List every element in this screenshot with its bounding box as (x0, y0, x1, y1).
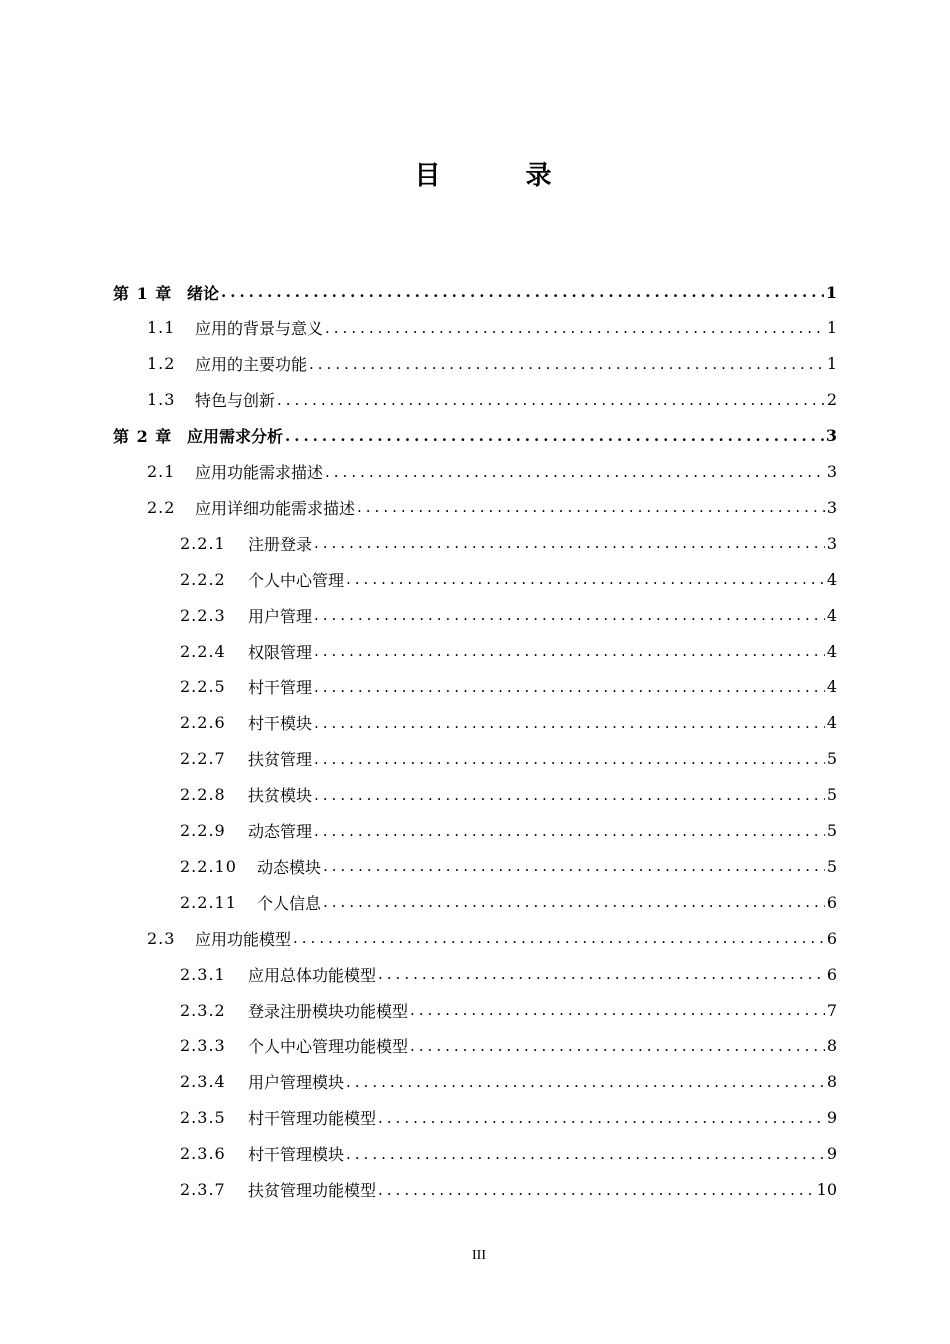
toc-entry[interactable] (147, 346, 837, 382)
toc-dot-leader (314, 822, 825, 840)
toc-entry-title: 扶贫模块 (248, 786, 313, 806)
toc-entry[interactable] (180, 705, 837, 741)
toc-entry-number: 2.2.3 (180, 605, 226, 625)
toc-entry-number: 1.1 (147, 318, 176, 338)
toc-entry[interactable] (147, 454, 837, 490)
toc-entry-page: 7 (826, 1000, 837, 1020)
toc-entry-title: 个人信息 (257, 893, 322, 913)
page-title: 目 录 (414, 161, 590, 191)
toc-entry-number: 2.2.10 (180, 856, 237, 876)
toc-entry-page: 5 (826, 785, 837, 805)
toc-entry-title: 权限管理 (248, 642, 313, 662)
toc-entry-number: 2.3 (147, 928, 176, 948)
toc-dot-leader (378, 1181, 815, 1199)
toc-entry[interactable] (180, 597, 837, 633)
toc-dot-leader (314, 534, 825, 552)
toc-entry-title: 动态模块 (257, 857, 322, 877)
toc-entry-page: 5 (826, 821, 837, 840)
toc-dot-leader (378, 965, 825, 983)
toc-entry-title: 登录注册模块功能模型 (248, 1001, 409, 1021)
toc-dot-leader (346, 1073, 825, 1091)
toc-entry-page: 5 (826, 749, 837, 769)
toc-dot-leader (221, 283, 824, 301)
toc-entry-page: 4 (826, 713, 837, 733)
toc-entry[interactable] (180, 525, 837, 561)
toc-entry-number: 第 1 章 (113, 283, 173, 303)
toc-dot-leader (314, 642, 825, 660)
toc-entry-number: 2.2.6 (180, 713, 226, 733)
toc-entry[interactable] (180, 777, 837, 813)
toc-entry-number: 1.3 (147, 390, 176, 410)
toc-entry-number: 2.2.8 (180, 785, 226, 805)
toc-entry-title: 应用需求分析 (187, 427, 284, 447)
toc-entry[interactable] (113, 418, 837, 454)
toc-entry-number: 2.2.1 (180, 533, 226, 553)
toc-dot-leader (314, 606, 825, 624)
toc-entry-page: 9 (826, 1144, 837, 1164)
toc-dot-leader (277, 391, 825, 409)
toc-entry[interactable] (180, 669, 837, 705)
toc-entry-page: 10 (816, 1180, 837, 1199)
toc-entry-title: 动态管理 (248, 822, 313, 841)
toc-dot-leader (314, 714, 825, 732)
toc-dot-leader (323, 857, 825, 875)
toc-entry-title: 个人中心管理功能模型 (248, 1037, 409, 1057)
toc-entry[interactable] (180, 813, 837, 849)
toc-entry-title: 特色与创新 (195, 391, 276, 411)
toc-entry-title: 村干管理功能模型 (248, 1109, 377, 1129)
toc-entry-number: 2.3.1 (180, 964, 226, 984)
toc-entry-title: 扶贫管理功能模型 (248, 1181, 377, 1200)
toc-entry-number: 2.3.5 (180, 1108, 226, 1128)
toc-dot-leader (378, 1109, 825, 1127)
toc-entry-title: 应用详细功能需求描述 (195, 498, 356, 518)
toc-entry-title: 应用功能模型 (195, 929, 292, 949)
toc-entry-title: 绪论 (187, 283, 220, 303)
toc-entry-title: 应用的主要功能 (195, 355, 308, 375)
toc-entry-title: 用户管理 (248, 606, 313, 626)
toc-entry-title: 用户管理模块 (248, 1073, 345, 1093)
toc-dot-leader (346, 1145, 825, 1163)
toc-entry[interactable] (113, 274, 837, 310)
toc-entry-title: 个人中心管理 (248, 570, 345, 590)
toc-entry-page: 6 (826, 892, 837, 912)
toc-entry[interactable] (180, 1064, 837, 1100)
toc-entry-title: 应用的背景与意义 (195, 319, 324, 339)
toc-entry-number: 2.3.3 (180, 1036, 226, 1056)
page-number-footer: III (472, 1248, 486, 1263)
toc-entry-number: 2.2 (147, 497, 176, 517)
toc-entry-page: 2 (826, 390, 837, 410)
toc-entry[interactable] (180, 992, 837, 1028)
toc-dot-leader (309, 355, 825, 373)
toc-entry-number: 2.3.4 (180, 1072, 226, 1092)
toc-entry-page: 4 (826, 641, 837, 661)
toc-entry-page: 1 (825, 282, 837, 302)
toc-entry-page: 4 (826, 569, 837, 589)
toc-entry-page: 4 (826, 677, 837, 697)
toc-entry-title: 应用功能需求描述 (195, 463, 324, 482)
toc-dot-leader (410, 1001, 825, 1019)
toc-entry[interactable] (180, 1172, 837, 1208)
toc-entry-page: 6 (826, 964, 837, 984)
toc-entry[interactable] (180, 1028, 837, 1064)
toc-entry-number: 2.3.6 (180, 1144, 226, 1164)
toc-entry-page: 3 (825, 426, 837, 446)
toc-entry-number: 2.2.2 (180, 569, 226, 589)
toc-dot-leader (325, 463, 825, 481)
toc-entry-number: 2.1 (147, 462, 176, 481)
toc-entry-title: 村干管理 (248, 678, 313, 698)
toc-entry[interactable] (147, 920, 837, 956)
toc-dot-leader (285, 427, 824, 445)
toc-entry-number: 2.2.7 (180, 749, 226, 769)
toc-entry-page: 3 (826, 462, 837, 481)
toc-entry-page: 3 (826, 497, 837, 517)
toc-entry-number: 2.3.7 (180, 1180, 226, 1199)
toc-entry-number: 第 2 章 (113, 427, 173, 447)
toc-entry-page: 9 (826, 1108, 837, 1128)
toc-entry-title: 村干管理模块 (248, 1145, 345, 1165)
toc-dot-leader (357, 498, 825, 516)
toc-dot-leader (314, 678, 825, 696)
toc-entry-number: 2.2.4 (180, 641, 226, 661)
toc-dot-leader (346, 570, 825, 588)
toc-entry[interactable] (180, 884, 837, 920)
toc-entry-number: 1.2 (147, 354, 176, 374)
toc-entry[interactable] (180, 633, 837, 669)
toc-entry[interactable] (180, 848, 837, 884)
toc-entry[interactable] (180, 741, 837, 777)
toc-entry[interactable] (147, 489, 837, 525)
toc-dot-leader (314, 786, 825, 804)
toc-entry[interactable] (180, 956, 837, 992)
toc-entry-number: 2.2.5 (180, 677, 226, 697)
toc-entry-number: 2.2.9 (180, 821, 226, 840)
toc-entry-title: 扶贫管理 (248, 750, 313, 770)
toc-entry-number: 2.3.2 (180, 1000, 226, 1020)
toc-entry-page: 8 (826, 1036, 837, 1056)
toc-dot-leader (293, 929, 825, 947)
toc-entry-page: 1 (826, 318, 837, 338)
toc-entry-page: 6 (826, 928, 837, 948)
toc-entry[interactable] (180, 1136, 837, 1172)
toc-dot-leader (314, 750, 825, 768)
toc-entry[interactable] (180, 1100, 837, 1136)
toc-entry-title: 村干模块 (248, 714, 313, 734)
toc-entry-page: 8 (826, 1072, 837, 1092)
toc-entry[interactable] (147, 310, 837, 346)
toc-entry[interactable] (147, 382, 837, 418)
toc-entry-title: 注册登录 (248, 534, 313, 554)
toc-entry-page: 5 (826, 856, 837, 876)
toc-dot-leader (323, 893, 825, 911)
toc-dot-leader (325, 319, 825, 337)
toc-entry-page: 1 (826, 354, 837, 374)
toc-entry-page: 3 (826, 533, 837, 553)
toc-entry[interactable] (180, 561, 837, 597)
toc-entry-title: 应用总体功能模型 (248, 965, 377, 985)
toc-entry-number: 2.2.11 (180, 892, 237, 912)
toc-dot-leader (410, 1037, 825, 1055)
toc-entry-page: 4 (826, 605, 837, 625)
